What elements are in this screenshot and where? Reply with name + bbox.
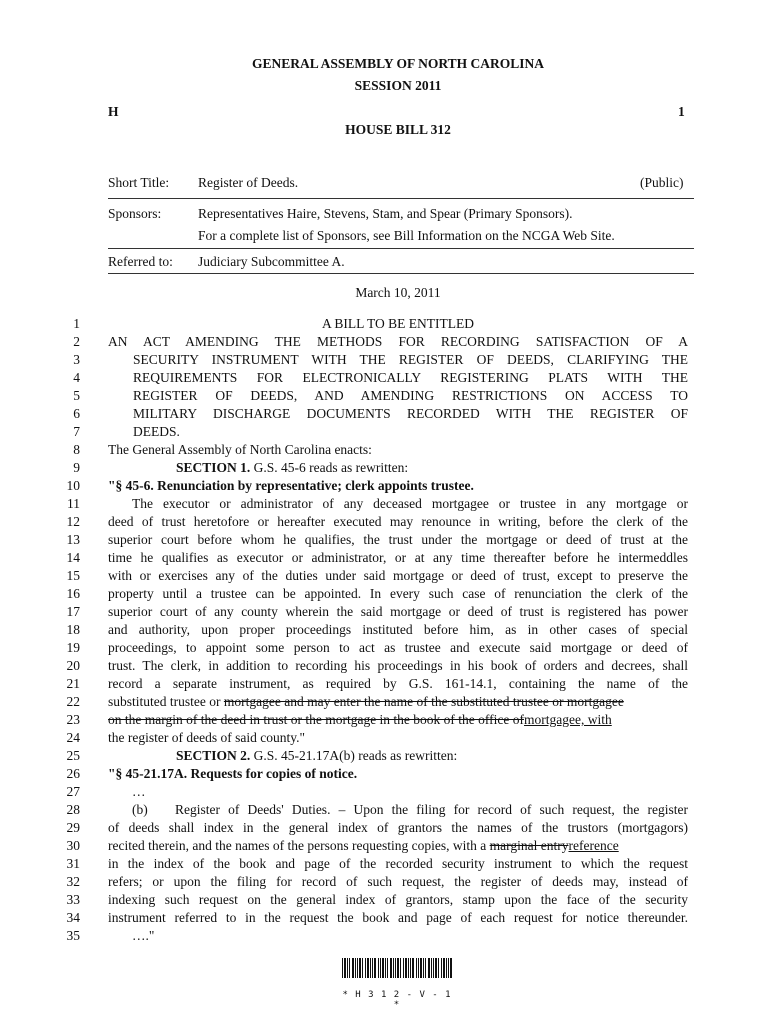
section-2-label: SECTION 2. bbox=[176, 748, 251, 763]
section-2-text: G.S. 45-21.17A(b) reads as rewritten: bbox=[250, 748, 458, 763]
line-number: 11 bbox=[67, 496, 80, 511]
barcode-bar bbox=[433, 958, 434, 978]
line-number: 27 bbox=[66, 784, 80, 799]
barcode-bar bbox=[425, 958, 426, 978]
barcode-bar bbox=[387, 958, 388, 978]
sponsors-primary: Representatives Haire, Stevens, Stam, and Spear (Primary Sponsors). bbox=[198, 206, 573, 221]
short-title-value: Register of Deeds. bbox=[198, 175, 299, 190]
barcode-bar bbox=[403, 958, 404, 978]
body-line: instrument referred to in the request the book and page of each request for notice thereunder. bbox=[108, 910, 688, 925]
barcode-bar bbox=[378, 958, 379, 978]
line-number: 19 bbox=[66, 640, 80, 655]
line-number: 35 bbox=[66, 928, 80, 943]
deleted-text: marginal entry bbox=[489, 838, 569, 853]
session-title: SESSION 2011 bbox=[354, 78, 442, 93]
barcode-bar bbox=[347, 958, 348, 978]
barcode-bar bbox=[435, 958, 437, 978]
body-line: superior court before whom he qualifies, the trust under the mortgage or deed of trust at the bbox=[108, 532, 688, 547]
body-line: in the index of the book and page of the recorded security instrument to which the request bbox=[108, 856, 688, 871]
body-line-amended bbox=[108, 838, 688, 854]
barcode-bar bbox=[357, 958, 358, 978]
section-1-intro bbox=[176, 460, 756, 476]
barcode-bar bbox=[367, 958, 369, 978]
deleted-text: on the margin of the deed in trust or the mortgage in the book of the office of bbox=[108, 712, 525, 727]
line-number: 24 bbox=[66, 730, 80, 745]
barcode-bar bbox=[352, 958, 354, 978]
barcode-bar bbox=[385, 958, 386, 978]
barcode-bar bbox=[405, 958, 407, 978]
line-number: 2 bbox=[73, 334, 80, 349]
body-line: the register of deeds of said county." bbox=[108, 730, 305, 745]
body-line: superior court of any county wherein the said mortgage or deed of trust is registered has power bbox=[108, 604, 688, 619]
body-line: with or exercises any of the duties under said mortgage or deed of trust, except to preserve the bbox=[108, 568, 688, 583]
line-number: 23 bbox=[66, 712, 80, 727]
line-number: 25 bbox=[66, 748, 80, 763]
plain-text: recited therein, and the names of the persons requesting copies, with a bbox=[108, 838, 490, 853]
barcode-bar bbox=[382, 958, 384, 978]
body-line-amended bbox=[108, 712, 688, 728]
barcode-bar bbox=[446, 958, 447, 978]
body-line: proceedings, to appoint some person to act as trustee and execute said mortgage or deed of bbox=[108, 640, 688, 655]
line-number: 6 bbox=[73, 406, 80, 421]
body-line: deed of trust heretofore or hereafter executed may renounce in writing, before the clerk of the bbox=[108, 514, 688, 529]
line-number: 4 bbox=[73, 370, 80, 385]
barcode-bar bbox=[355, 958, 356, 978]
barcode-bar bbox=[418, 958, 419, 978]
referred-value: Judiciary Subcommittee A. bbox=[198, 254, 345, 269]
barcode-bar bbox=[423, 958, 424, 978]
closing-ellipsis: …." bbox=[132, 928, 155, 943]
divider-2 bbox=[108, 248, 694, 249]
body-line: of deeds shall index in the general index of grantors the names of the trustors (mortgagors) bbox=[108, 820, 688, 835]
act-title-line: REGISTER OF DEEDS, AND AMENDING RESTRICTIONS ON ACCESS TO bbox=[133, 388, 688, 403]
ellipsis-line: … bbox=[132, 784, 146, 799]
barcode-graphic bbox=[342, 958, 452, 978]
line-number: 14 bbox=[66, 550, 80, 565]
line-number: 22 bbox=[66, 694, 80, 709]
body-line: and authority, upon proper proceedings instituted before him, as in other cases of special bbox=[108, 622, 688, 637]
line-number: 26 bbox=[66, 766, 80, 781]
barcode-bar bbox=[365, 958, 366, 978]
inserted-text: mortgagee, with bbox=[524, 712, 612, 727]
act-title-line: REQUIREMENTS FOR ELECTRONICALLY REGISTERING PLATS WITH THE bbox=[133, 370, 688, 385]
body-line-amended bbox=[108, 694, 688, 710]
barcode-bar bbox=[450, 958, 452, 978]
line-number: 3 bbox=[73, 352, 80, 367]
bill-heading: A BILL TO BE ENTITLED bbox=[322, 316, 474, 331]
line-number: 13 bbox=[66, 532, 80, 547]
line-number: 32 bbox=[66, 874, 80, 889]
body-line: The executor or administrator of any deceased mortgagee or trustee in any mortgage or bbox=[132, 496, 688, 511]
barcode-bar bbox=[359, 958, 361, 978]
line-number: 1 bbox=[73, 316, 80, 331]
introduction-date: March 10, 2011 bbox=[355, 285, 441, 300]
line-number: 17 bbox=[66, 604, 80, 619]
barcode-bar bbox=[408, 958, 409, 978]
line-number: 20 bbox=[66, 658, 80, 673]
line-number: 5 bbox=[73, 388, 80, 403]
act-title-line: SECURITY INSTRUMENT WITH THE REGISTER OF DEEDS, CLARIFYING THE bbox=[133, 352, 688, 367]
body-line: refers; or upon the filing for record of such request, the register of deeds may, instead of bbox=[108, 874, 688, 889]
barcode-bar bbox=[397, 958, 399, 978]
line-number: 8 bbox=[73, 442, 80, 457]
barcode-bar bbox=[342, 958, 343, 978]
barcode-bar bbox=[441, 958, 442, 978]
body-line: record a separate instrument, as required by G.S. 161-14.1, containing the name of the bbox=[108, 676, 688, 691]
short-title-label: Short Title: bbox=[108, 175, 170, 190]
body-line: trust. The clerk, in addition to recording his proceedings in his book of orders and decrees, shall bbox=[108, 658, 688, 673]
sponsors-label: Sponsors: bbox=[108, 206, 162, 221]
line-number: 7 bbox=[73, 424, 80, 439]
statute-heading-45-6: "§ 45-6. Renunciation by representative; clerk appoints trustee. bbox=[108, 478, 474, 493]
section-1-label: SECTION 1. bbox=[176, 460, 251, 475]
barcode-bar bbox=[349, 958, 350, 978]
line-number: 9 bbox=[73, 460, 80, 475]
barcode-text: * H 3 1 2 - V - 1 * bbox=[342, 990, 452, 1010]
barcode-bar bbox=[390, 958, 392, 978]
barcode-bar bbox=[374, 958, 376, 978]
line-number: 21 bbox=[66, 676, 80, 691]
sponsors-note: For a complete list of Sponsors, see Bill Information on the NCGA Web Site. bbox=[198, 228, 615, 243]
body-line: time he qualifies as executor or administrator, or at any time thereafter before he intermeddles bbox=[108, 550, 688, 565]
barcode-bar bbox=[393, 958, 394, 978]
section-1-text: G.S. 45-6 reads as rewritten: bbox=[250, 460, 409, 475]
body-line: indexing such request on the general index of grantors, stamp upon the face of the security bbox=[108, 892, 688, 907]
barcode-bar bbox=[448, 958, 449, 978]
section-2-intro bbox=[176, 748, 756, 764]
barcode-bar bbox=[410, 958, 411, 978]
barcode-bar bbox=[438, 958, 439, 978]
barcode-bar bbox=[380, 958, 381, 978]
public-marker: (Public) bbox=[640, 175, 684, 190]
referred-label: Referred to: bbox=[108, 254, 173, 269]
line-number: 12 bbox=[66, 514, 80, 529]
barcode-bar bbox=[372, 958, 373, 978]
barcode-bar bbox=[412, 958, 414, 978]
act-title-line: DEEDS. bbox=[133, 424, 180, 439]
enacting-clause: The General Assembly of North Carolina enacts: bbox=[108, 442, 372, 457]
act-title-line: MILITARY DISCHARGE DOCUMENTS RECORDED WITH THE REGISTER OF bbox=[133, 406, 688, 421]
line-number: 33 bbox=[66, 892, 80, 907]
deleted-text: mortgagee and may enter the name of the substituted trustee or mortgagee bbox=[223, 694, 624, 709]
line-number: 34 bbox=[66, 910, 80, 925]
body-line: property until a trustee can be appointed. In every such case of renunciation the clerk of the bbox=[108, 586, 688, 601]
bill-number: HOUSE BILL 312 bbox=[345, 122, 451, 137]
barcode-bar bbox=[362, 958, 363, 978]
barcode-bar bbox=[395, 958, 396, 978]
subsection-b-label: (b) bbox=[132, 802, 148, 817]
line-number: 18 bbox=[66, 622, 80, 637]
line-number: 31 bbox=[66, 856, 80, 871]
line-number: 29 bbox=[66, 820, 80, 835]
line-number: 16 bbox=[66, 586, 80, 601]
barcode-bar bbox=[443, 958, 445, 978]
divider-1 bbox=[108, 198, 694, 199]
divider-3 bbox=[108, 273, 694, 274]
plain-text: substituted trustee or bbox=[108, 694, 224, 709]
line-number: 10 bbox=[66, 478, 80, 493]
line-number: 30 bbox=[66, 838, 80, 853]
inserted-text: reference bbox=[568, 838, 619, 853]
barcode-bar bbox=[400, 958, 401, 978]
statute-heading-45-21-17a: "§ 45-21.17A. Requests for copies of notice. bbox=[108, 766, 358, 781]
barcode-bar bbox=[370, 958, 371, 978]
subsection-b-text: Register of Deeds' Duties. – Upon the filing for record of such request, the register bbox=[175, 802, 688, 817]
barcode-bar bbox=[420, 958, 422, 978]
barcode-bar bbox=[428, 958, 430, 978]
line-number: 28 bbox=[66, 802, 80, 817]
barcode-bar bbox=[431, 958, 432, 978]
chamber-letter: H bbox=[108, 104, 119, 119]
barcode-bar bbox=[344, 958, 346, 978]
version-number: 1 bbox=[678, 104, 685, 119]
line-number: 15 bbox=[66, 568, 80, 583]
barcode-bar bbox=[416, 958, 417, 978]
act-title-line: AN ACT AMENDING THE METHODS FOR RECORDING SATISFACTION OF A bbox=[108, 334, 688, 349]
assembly-title: GENERAL ASSEMBLY OF NORTH CAROLINA bbox=[251, 56, 545, 71]
